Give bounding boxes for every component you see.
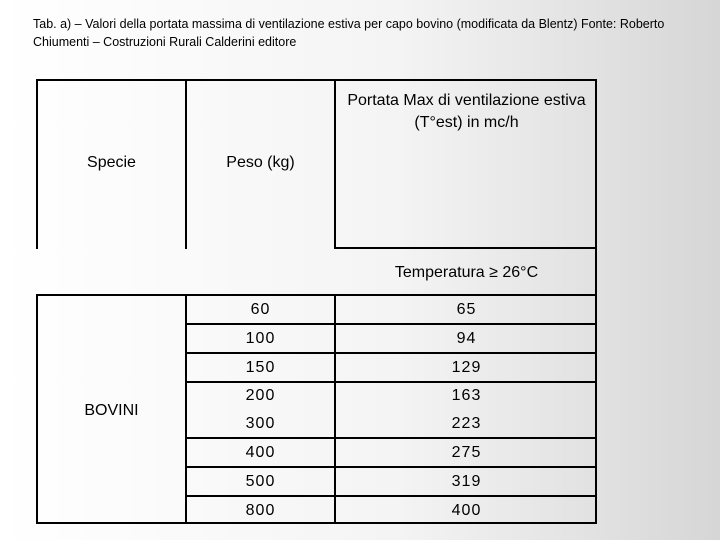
header-portata: Portata Max di ventilazione estiva (T°est) in mc/h: [347, 92, 586, 131]
header-temperatura: Temperatura ≥ 26°C: [394, 264, 539, 281]
row-line-7: [185, 495, 597, 497]
peso-cell: 100: [245, 330, 276, 347]
peso-cell: 500: [245, 473, 276, 490]
peso-cell: 300: [245, 415, 276, 432]
row-line-2: [185, 352, 597, 354]
portata-cell: 223: [451, 415, 482, 432]
row-line-1: [185, 323, 597, 325]
table-caption: Tab. a) – Valori della portata massima di ventilazione estiva per capo bovino (modificata da Blentz) Fonte: Roberto Chiumenti – Costruzioni Rurali Calderini editore: [33, 17, 665, 49]
row-line-3: [185, 381, 597, 383]
peso-cell: 60: [250, 301, 271, 318]
header-specie: Specie: [87, 154, 136, 171]
portata-cell: 400: [451, 502, 482, 519]
row-line-header-right: [334, 247, 597, 249]
species-label: BOVINI: [84, 402, 139, 419]
portata-cell: 275: [451, 444, 482, 461]
peso-cell: 400: [245, 444, 276, 461]
row-line-6: [185, 466, 597, 468]
portata-cell: 94: [456, 330, 477, 347]
peso-cell: 200: [245, 387, 276, 404]
peso-cell: 800: [245, 502, 276, 519]
portata-cell: 163: [451, 387, 482, 404]
row-line-5: [185, 437, 597, 439]
row-line-header-bottom: [36, 294, 597, 296]
header-peso: Peso (kg): [226, 154, 295, 171]
peso-cell: 150: [245, 359, 276, 376]
portata-cell: 319: [451, 473, 482, 490]
portata-cell: 129: [451, 359, 482, 376]
portata-cell: 65: [456, 301, 477, 318]
